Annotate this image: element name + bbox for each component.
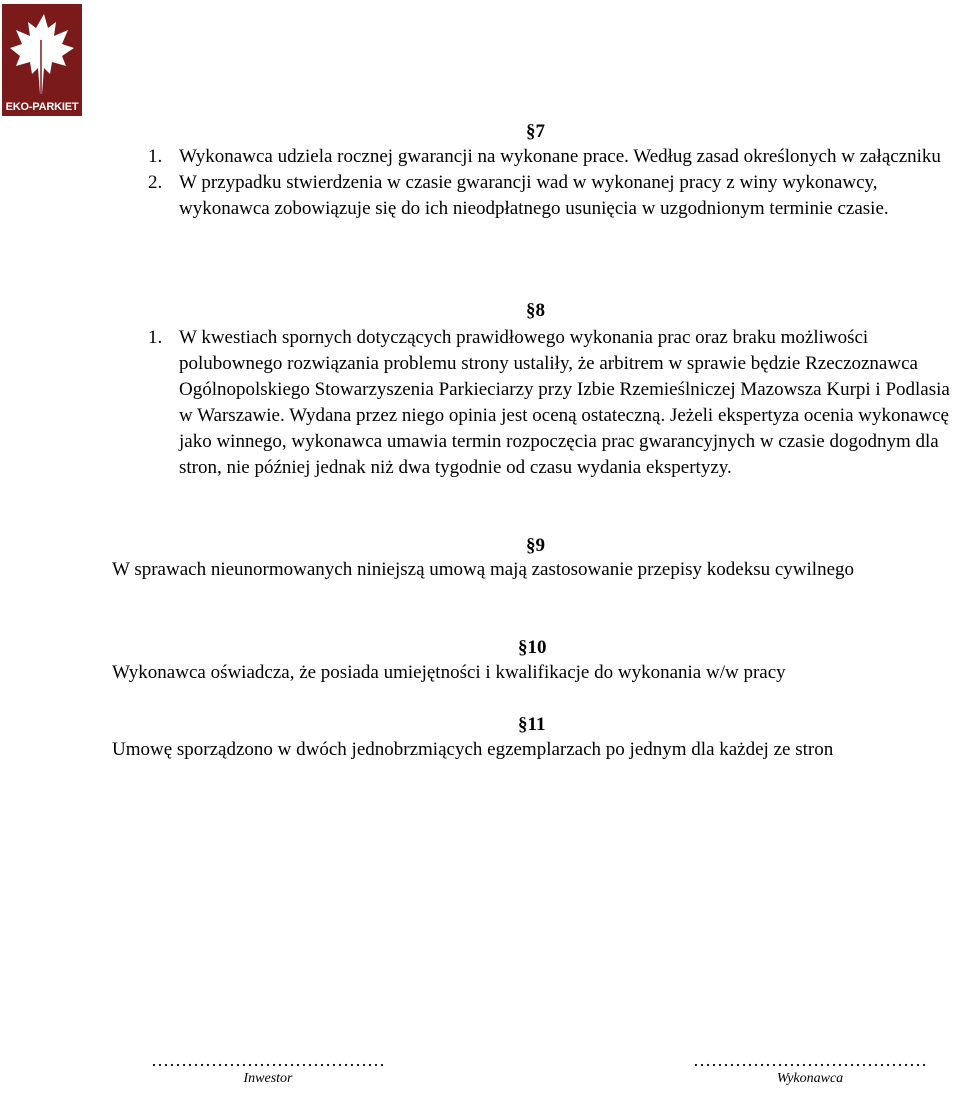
list-number: 1. — [148, 146, 163, 167]
list-text: W kwestiach spornych dotyczących prawidłowego wykonania prac oraz braku możliwości polubownego rozwiązania problemu strony ustaliły, że arbitrem w sprawie będzie Rzeczoznawca Ogólnopolskiego Stowarzyszenia Parkieciarzy przy Izbie Rzemieślniczej Mazowsza Kurpi i Podlasia w Warszawie. Wydana przez niego opinia jest oceną ostateczną. Jeżeli ekspertyza ocenia wykonawcę jako winnego, wykonawca umawia termin rozpoczęcia prac gwarancyjnych w czasie dogodnym dla stron, nie później jednak niż dwa tygodnie od czasu wydania ekspertyzy. — [179, 327, 950, 478]
list-item — [112, 144, 960, 170]
section-11-body — [112, 737, 960, 763]
company-logo — [2, 4, 82, 116]
list-number: 1. — [148, 327, 163, 348]
section-8-body — [112, 325, 960, 481]
maple-leaf-icon — [8, 10, 76, 96]
signature-line: ………………………………… — [151, 1050, 385, 1070]
section-11-text: Umowę sporządzono w dwóch jednobrzmiących egzemplarzach po jednym dla każdej ze stron — [112, 739, 834, 760]
section-8-heading: §8 — [526, 300, 545, 321]
list-item — [112, 325, 960, 481]
section-10-body — [112, 660, 960, 686]
section-9-heading: §9 — [526, 535, 545, 556]
section-9-body — [112, 557, 960, 583]
signature-label: Wykonawca — [776, 1071, 844, 1086]
signature-investor — [112, 1050, 424, 1088]
list-text: W przypadku stwierdzenia w czasie gwarancji wad w wykonanej pracy z winy wykonawcy, wykonawca zobowiązuje się do ich nieodpłatnego usunięcia w uzgodnionym terminie czasie. — [179, 172, 889, 219]
section-7-list — [112, 144, 960, 222]
signature-contractor — [664, 1050, 956, 1088]
signature-label: Inwestor — [243, 1071, 293, 1086]
section-7-heading: §7 — [526, 121, 545, 142]
list-text: Wykonawca udziela rocznej gwarancji na wykonane prace. Według zasad określonych w załączniku — [179, 146, 941, 167]
section-10-text: Wykonawca oświadcza, że posiada umiejętności i kwalifikacje do wykonania w/w pracy — [112, 662, 786, 683]
section-7-body — [112, 144, 960, 222]
list-item — [112, 170, 960, 222]
signature-line: ………………………………… — [693, 1050, 927, 1070]
section-9-text: W sprawach nieunormowanych niniejszą umową mają zastosowanie przepisy kodeksu cywilnego — [112, 559, 855, 580]
list-number: 2. — [148, 172, 163, 193]
logo-text: EKO-PARKIET — [5, 101, 79, 113]
section-8-list — [112, 325, 960, 481]
section-10-heading: §10 — [518, 637, 547, 658]
section-11-heading: §11 — [518, 714, 546, 735]
